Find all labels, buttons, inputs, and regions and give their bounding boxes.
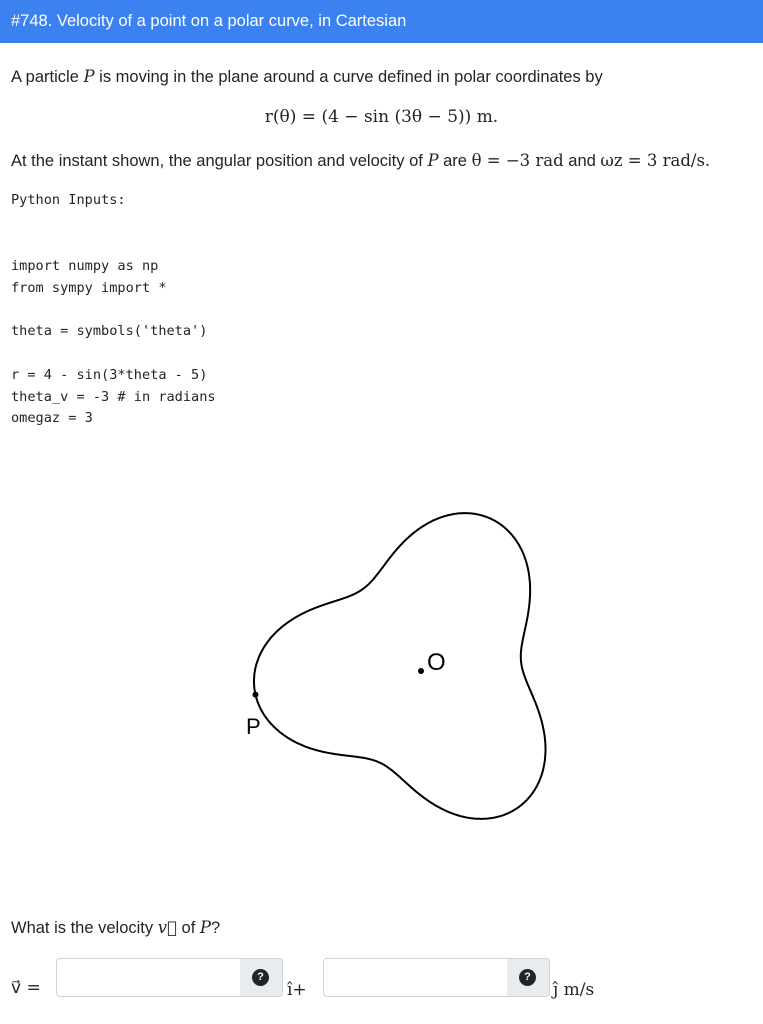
point-p-label: P <box>246 714 261 739</box>
code-line <box>11 343 216 365</box>
polar-curve <box>254 513 546 819</box>
i-unit-label: î+ <box>287 980 307 1000</box>
point-var: P <box>199 918 212 937</box>
code-line <box>11 299 216 321</box>
page-header <box>0 0 763 43</box>
theta-value: θ = −3 rad <box>471 151 564 170</box>
j-component-input[interactable] <box>324 959 507 996</box>
velocity-symbol: v⃗ <box>157 918 177 937</box>
i-component-input[interactable] <box>57 959 240 996</box>
velocity-prompt: What is the velocity v⃗ of P? <box>11 918 221 937</box>
answer-row <box>11 956 751 998</box>
code-line: from sympy import * <box>11 279 167 296</box>
python-inputs-heading: Python Inputs: <box>11 192 126 208</box>
point-var: P <box>83 67 95 86</box>
polar-equation: r(θ) = (4 − sin (3θ − 5)) m. <box>264 107 499 127</box>
question-title: #748. Velocity of a point on a polar curve, in Cartesian <box>11 12 407 30</box>
omega-value: ωz = 3 rad/s. <box>600 151 711 170</box>
instant-statement: At the instant shown, the angular position and velocity of P are θ = −3 rad and ωz = 3 rad/s. <box>11 151 711 170</box>
i-component-field[interactable] <box>56 958 241 997</box>
i-help-addon[interactable] <box>240 958 283 997</box>
point-p-dot <box>253 692 259 698</box>
j-help-addon[interactable] <box>507 958 550 997</box>
code-line: r = 4 - sin(3*theta - 5) <box>11 366 208 383</box>
question-intro: A particle P is moving in the plane around a curve defined in polar coordinates by <box>11 67 603 86</box>
origin-label: O <box>427 649 446 676</box>
code-line: theta = symbols('theta') <box>11 323 208 340</box>
code-line: omegaz = 3 <box>11 410 93 427</box>
help-icon[interactable]: ? <box>519 969 536 986</box>
velocity-label: v⃗ = <box>11 978 41 998</box>
j-component-field[interactable] <box>323 958 508 997</box>
point-var: P <box>427 151 439 170</box>
polar-curve-diagram <box>0 440 763 860</box>
j-unit-label: ĵ m/s <box>553 980 595 1000</box>
python-code-block <box>11 234 216 452</box>
code-line: import numpy as np <box>11 257 159 274</box>
origin-dot <box>418 668 424 674</box>
help-icon[interactable]: ? <box>252 969 269 986</box>
code-line: theta_v = -3 # in radians <box>11 388 216 405</box>
